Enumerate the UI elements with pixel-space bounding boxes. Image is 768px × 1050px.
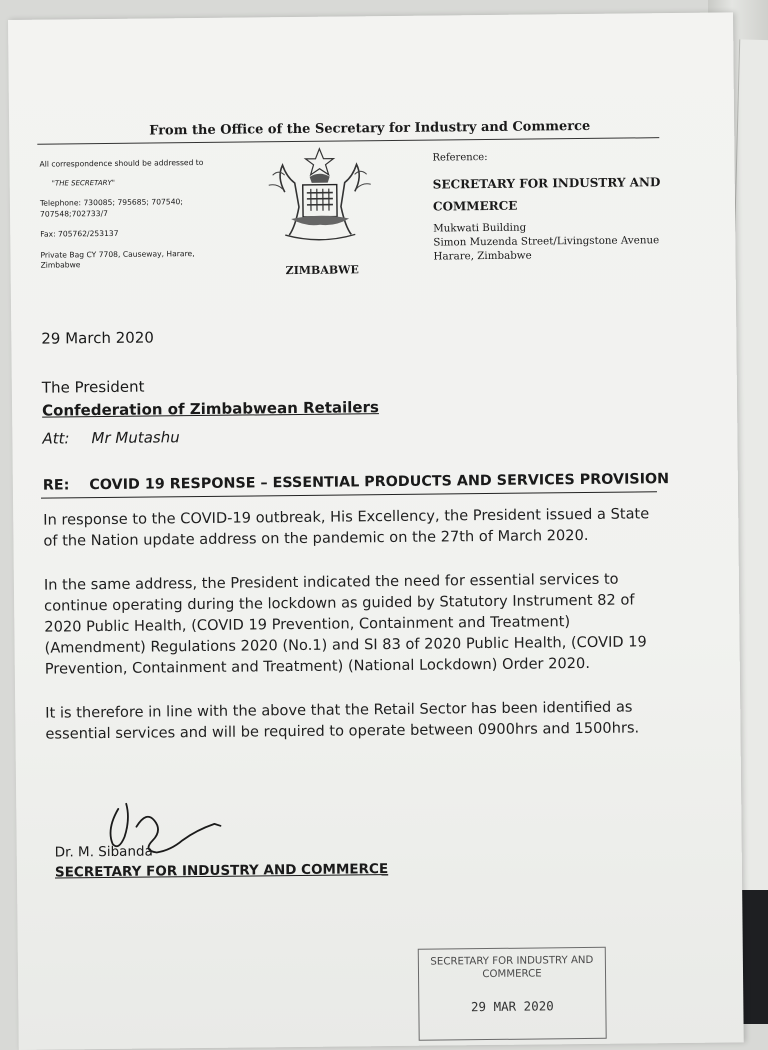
subject-text: COVID 19 RESPONSE – ESSENTIAL PRODUCTS AND SERVICES PROVISION <box>89 471 670 494</box>
attention-line <box>42 428 179 447</box>
recipient-title: The President <box>41 377 145 397</box>
correspondence-note: All correspondence should be addressed to <box>39 157 204 169</box>
office-address: Mukwati Building Simon Muzenda Street/Livingstone Avenue Harare, Zimbabwe <box>433 221 660 263</box>
body-paragraph-1: In response to the COVID-19 outbreak, His Excellency, the President issued a State of the Nation update address on the pandemic on the 27th of March 2020. <box>43 505 650 550</box>
telephone-numbers: Telephone: 730085; 795685; 707540; 707548;702733/7 <box>39 197 183 219</box>
recipient-organization: Confederation of Zimbabwean Retailers <box>41 398 379 420</box>
signer-name: Dr. M. Sibanda <box>54 843 153 861</box>
body-paragraph-3: It is therefore in line with the above that the Retail Sector has been identified as essential services and will be required to operate between 0900hrs and 1500hrs. <box>45 698 640 743</box>
reference-label: Reference: <box>432 151 488 164</box>
secretary-office-name: SECRETARY FOR INDUSTRY AND COMMERCE <box>432 175 661 214</box>
letter-date: 29 March 2020 <box>41 328 154 348</box>
stamp-office: SECRETARY FOR INDUSTRY AND COMMERCE <box>430 954 594 981</box>
date-stamp <box>418 947 607 1041</box>
fax-number: Fax: 705762/253137 <box>40 228 119 239</box>
attention-label: Att: <box>42 429 70 448</box>
coat-of-arms-emblem <box>254 146 385 252</box>
re-label: RE: <box>42 477 70 494</box>
signer-title: SECRETARY FOR INDUSTRY AND COMMERCE <box>54 861 389 881</box>
country-name: ZIMBABWE <box>285 263 359 278</box>
addressee-note: "THE SECRETARY" <box>51 178 115 188</box>
office-title: From the Office of the Secretary for Industry and Commerce <box>149 118 591 139</box>
letter-page <box>8 12 744 1050</box>
postal-address: Private Bag CY 7708, Causeway, Harare, Zimbabwe <box>40 249 195 270</box>
body-paragraph-2: In the same address, the President indicated the need for essential services to continue operating during the lockdown as guided by Statutory Instrument 82 of 2020 Public Health, (COVID 19 Prevention, Containment and Treatment) (Amendment) Regulations 2020 (No.1) and SI 83 of 2020 Public Health, (COVID 19 Prevention, Containment and Treatment) (National Lockdown) Order 2020. <box>43 570 647 678</box>
attention-name: Mr Mutashu <box>91 428 180 448</box>
header-rule <box>37 137 659 145</box>
stamp-date: 29 MAR 2020 <box>470 998 554 1015</box>
subject-line <box>43 471 669 494</box>
